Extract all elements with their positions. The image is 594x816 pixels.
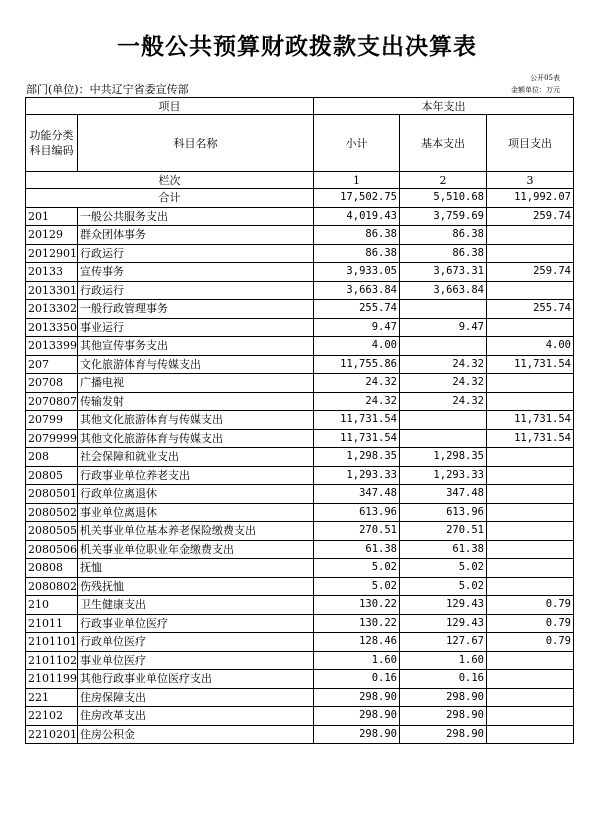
cell-code: 20129	[26, 226, 78, 245]
cell-subtotal: 298.90	[314, 707, 400, 726]
cell-code: 2013350	[26, 318, 78, 337]
cell-code: 20799	[26, 411, 78, 430]
cell-project: 11,731.54	[487, 429, 574, 448]
cell-name: 群众团体事务	[78, 226, 314, 245]
cell-subtotal: 24.32	[314, 374, 400, 393]
cell-code: 20808	[26, 559, 78, 578]
cell-project	[487, 651, 574, 670]
cell-project: 4.00	[487, 337, 574, 356]
cell-code: 2101101	[26, 633, 78, 652]
header-basic: 基本支出	[400, 115, 487, 172]
cell-name: 其他行政事业单位医疗支出	[78, 670, 314, 689]
table-row	[26, 374, 574, 393]
cell-subtotal: 613.96	[314, 503, 400, 522]
cell-name: 住房保障支出	[78, 688, 314, 707]
cell-name: 抚恤	[78, 559, 314, 578]
cell-name: 行政运行	[78, 244, 314, 263]
cell-project	[487, 522, 574, 541]
header-col2: 2	[400, 172, 487, 189]
cell-name: 社会保障和就业支出	[78, 448, 314, 467]
cell-name: 行政事业单位医疗	[78, 614, 314, 633]
cell-project: 0.79	[487, 633, 574, 652]
cell-basic: 1,293.33	[400, 466, 487, 485]
cell-project: 11,731.54	[487, 355, 574, 374]
cell-code: 2013302	[26, 300, 78, 319]
header-col1: 1	[314, 172, 400, 189]
table-row	[26, 355, 574, 374]
cell-name: 行政运行	[78, 281, 314, 300]
cell-project	[487, 559, 574, 578]
cell-name: 行政单位医疗	[78, 633, 314, 652]
table-row	[26, 725, 574, 744]
table-row	[26, 540, 574, 559]
cell-project: 0.79	[487, 614, 574, 633]
cell-project	[487, 448, 574, 467]
cell-basic: 61.38	[400, 540, 487, 559]
table-row	[26, 318, 574, 337]
cell-code: 20133	[26, 263, 78, 282]
table-row	[26, 429, 574, 448]
table-row	[26, 651, 574, 670]
cell-name: 机关事业单位基本养老保险缴费支出	[78, 522, 314, 541]
cell-subtotal: 130.22	[314, 614, 400, 633]
cell-name: 行政事业单位养老支出	[78, 466, 314, 485]
cell-project: 0.79	[487, 596, 574, 615]
cell-name: 住房公积金	[78, 725, 314, 744]
cell-project	[487, 688, 574, 707]
cell-name: 行政单位离退休	[78, 485, 314, 504]
cell-basic: 298.90	[400, 707, 487, 726]
cell-basic: 0.16	[400, 670, 487, 689]
cell-subtotal: 11,731.54	[314, 411, 400, 430]
cell-subtotal: 86.38	[314, 226, 400, 245]
cell-code: 22102	[26, 707, 78, 726]
cell-basic: 9.47	[400, 318, 487, 337]
cell-basic	[400, 429, 487, 448]
page-title: 一般公共预算财政拨款支出决算表	[117, 33, 477, 60]
cell-code: 2080505	[26, 522, 78, 541]
cell-basic: 24.32	[400, 374, 487, 393]
cell-project	[487, 392, 574, 411]
cell-code: 20805	[26, 466, 78, 485]
cell-code: 2070807	[26, 392, 78, 411]
header-project: 项目支出	[487, 115, 574, 172]
cell-subtotal: 3,933.05	[314, 263, 400, 282]
table-row	[26, 226, 574, 245]
header-row-2	[26, 115, 574, 172]
cell-basic: 86.38	[400, 244, 487, 263]
cell-name: 机关事业单位职业年金缴费支出	[78, 540, 314, 559]
cell-basic: 1,298.35	[400, 448, 487, 467]
table-row	[26, 688, 574, 707]
cell-project	[487, 485, 574, 504]
cell-code: 2080802	[26, 577, 78, 596]
cell-name: 一般公共服务支出	[78, 207, 314, 226]
cell-project	[487, 503, 574, 522]
cell-basic: 3,663.84	[400, 281, 487, 300]
total-label: 合计	[26, 189, 314, 208]
cell-subtotal: 130.22	[314, 596, 400, 615]
cell-subtotal: 4.00	[314, 337, 400, 356]
cell-basic: 129.43	[400, 614, 487, 633]
table-row	[26, 577, 574, 596]
cell-subtotal: 5.02	[314, 577, 400, 596]
table-row	[26, 614, 574, 633]
table-row	[26, 485, 574, 504]
cell-subtotal: 4,019.43	[314, 207, 400, 226]
header-item: 项目	[26, 98, 314, 115]
expenditure-table	[25, 97, 574, 744]
cell-subtotal: 1,298.35	[314, 448, 400, 467]
cell-code: 201	[26, 207, 78, 226]
cell-subtotal: 1.60	[314, 651, 400, 670]
cell-name: 传输发射	[78, 392, 314, 411]
cell-name: 住房改革支出	[78, 707, 314, 726]
header-row-1	[26, 98, 574, 115]
form-code: 公开05表	[530, 74, 560, 82]
cell-basic: 298.90	[400, 725, 487, 744]
table-row	[26, 207, 574, 226]
cell-code: 2210201	[26, 725, 78, 744]
cell-subtotal: 347.48	[314, 485, 400, 504]
cell-project	[487, 707, 574, 726]
cell-subtotal: 3,663.84	[314, 281, 400, 300]
total-project: 11,992.07	[487, 189, 574, 208]
cell-subtotal: 128.46	[314, 633, 400, 652]
cell-name: 文化旅游体育与传媒支出	[78, 355, 314, 374]
cell-basic: 127.67	[400, 633, 487, 652]
cell-project	[487, 244, 574, 263]
cell-basic: 5.02	[400, 559, 487, 578]
cell-basic: 1.60	[400, 651, 487, 670]
table-row	[26, 707, 574, 726]
cell-code: 208	[26, 448, 78, 467]
table-row	[26, 633, 574, 652]
cell-name: 其他文化旅游体育与传媒支出	[78, 411, 314, 430]
cell-name: 其他宣传事务支出	[78, 337, 314, 356]
cell-project	[487, 725, 574, 744]
cell-subtotal: 255.74	[314, 300, 400, 319]
cell-name: 宣传事务	[78, 263, 314, 282]
table-row	[26, 670, 574, 689]
table-row	[26, 411, 574, 430]
cell-basic	[400, 411, 487, 430]
cell-project	[487, 226, 574, 245]
cell-basic: 270.51	[400, 522, 487, 541]
cell-project	[487, 281, 574, 300]
cell-code: 2080506	[26, 540, 78, 559]
cell-basic: 298.90	[400, 688, 487, 707]
cell-name: 事业运行	[78, 318, 314, 337]
table-row	[26, 522, 574, 541]
cell-subtotal: 298.90	[314, 725, 400, 744]
cell-subtotal: 1,293.33	[314, 466, 400, 485]
table-row	[26, 244, 574, 263]
cell-subtotal: 86.38	[314, 244, 400, 263]
cell-name: 卫生健康支出	[78, 596, 314, 615]
cell-project	[487, 318, 574, 337]
cell-name: 一般行政管理事务	[78, 300, 314, 319]
cell-code: 210	[26, 596, 78, 615]
cell-name: 事业单位医疗	[78, 651, 314, 670]
cell-basic: 86.38	[400, 226, 487, 245]
table-row	[26, 300, 574, 319]
cell-code: 2013301	[26, 281, 78, 300]
cell-code: 207	[26, 355, 78, 374]
cell-subtotal: 298.90	[314, 688, 400, 707]
cell-project: 255.74	[487, 300, 574, 319]
header-current-year: 本年支出	[314, 98, 574, 115]
cell-basic: 24.32	[400, 392, 487, 411]
cell-code: 2080501	[26, 485, 78, 504]
cell-project: 259.74	[487, 263, 574, 282]
table-row	[26, 559, 574, 578]
cell-basic: 3,673.31	[400, 263, 487, 282]
header-subtotal: 小计	[314, 115, 400, 172]
cell-basic: 347.48	[400, 485, 487, 504]
cell-project	[487, 577, 574, 596]
cell-basic: 613.96	[400, 503, 487, 522]
header-column-no: 栏次	[26, 172, 314, 189]
cell-code: 2012901	[26, 244, 78, 263]
cell-basic: 24.32	[400, 355, 487, 374]
cell-code: 2013399	[26, 337, 78, 356]
total-row	[26, 189, 574, 208]
table-row	[26, 596, 574, 615]
cell-basic	[400, 300, 487, 319]
unit-label: 金额单位：万元	[511, 86, 560, 94]
cell-code: 20708	[26, 374, 78, 393]
table-row	[26, 263, 574, 282]
table-row	[26, 392, 574, 411]
cell-code: 2080502	[26, 503, 78, 522]
cell-name: 广播电视	[78, 374, 314, 393]
header-row-3	[26, 172, 574, 189]
cell-name: 伤残抚恤	[78, 577, 314, 596]
cell-subtotal: 61.38	[314, 540, 400, 559]
cell-code: 21011	[26, 614, 78, 633]
cell-subtotal: 11,731.54	[314, 429, 400, 448]
cell-subtotal: 270.51	[314, 522, 400, 541]
total-basic: 5,510.68	[400, 189, 487, 208]
cell-name: 事业单位离退休	[78, 503, 314, 522]
table-row	[26, 503, 574, 522]
cell-basic	[400, 337, 487, 356]
cell-subtotal: 24.32	[314, 392, 400, 411]
cell-project	[487, 670, 574, 689]
cell-code: 221	[26, 688, 78, 707]
cell-name: 其他文化旅游体育与传媒支出	[78, 429, 314, 448]
header-subject-name: 科目名称	[78, 115, 314, 172]
cell-project	[487, 374, 574, 393]
header-col3: 3	[487, 172, 574, 189]
header-func-code: 功能分类科目编码	[26, 115, 78, 172]
table-row	[26, 466, 574, 485]
cell-subtotal: 9.47	[314, 318, 400, 337]
table-row	[26, 281, 574, 300]
cell-basic: 129.43	[400, 596, 487, 615]
cell-subtotal: 11,755.86	[314, 355, 400, 374]
cell-project: 259.74	[487, 207, 574, 226]
cell-project: 11,731.54	[487, 411, 574, 430]
cell-code: 2101199	[26, 670, 78, 689]
cell-basic: 3,759.69	[400, 207, 487, 226]
cell-code: 2079999	[26, 429, 78, 448]
total-subtotal: 17,502.75	[314, 189, 400, 208]
cell-project	[487, 540, 574, 559]
cell-project	[487, 466, 574, 485]
cell-subtotal: 0.16	[314, 670, 400, 689]
cell-subtotal: 5.02	[314, 559, 400, 578]
cell-basic: 5.02	[400, 577, 487, 596]
table-row	[26, 337, 574, 356]
department-label: 部门(单位)：中共辽宁省委宣传部	[26, 83, 189, 96]
table-row	[26, 448, 574, 467]
cell-code: 2101102	[26, 651, 78, 670]
